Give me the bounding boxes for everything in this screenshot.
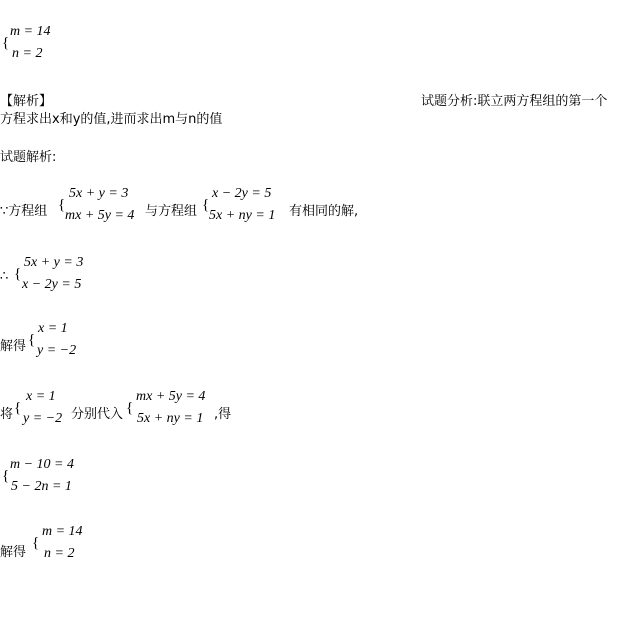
step4-suffix: ,得 <box>214 407 232 422</box>
step1-middle: 与方程组 <box>145 204 198 219</box>
brace-glyph: { <box>202 197 210 213</box>
step2-prefix: ∴ <box>0 269 9 284</box>
analysis-continuation: 方程求出x和y的值,进而求出m与n的值 <box>0 112 223 127</box>
equation-line-1: m = 14 <box>10 24 51 39</box>
equation-line-1: m − 10 = 4 <box>10 457 75 472</box>
equation-line-1: m = 14 <box>42 524 83 539</box>
step1-prefix: ∵方程组 <box>0 204 48 219</box>
step3-system <box>28 321 88 366</box>
step2-system <box>14 255 99 300</box>
equation-line-1: x = 1 <box>38 321 68 336</box>
step4-prefix: 将 <box>0 407 14 422</box>
brace-glyph: { <box>32 535 40 551</box>
equation-line-2: x − 2y = 5 <box>22 277 82 292</box>
step4-system-a <box>14 389 74 434</box>
equation-line-2: y = −2 <box>23 411 63 426</box>
step3-prefix: 解得 <box>0 339 27 354</box>
step1-suffix: 有相同的解, <box>289 204 359 219</box>
equation-line-1: mx + 5y = 4 <box>136 389 206 404</box>
brace-glyph: { <box>2 468 10 484</box>
equation-line-1: 5x + y = 3 <box>69 186 129 201</box>
brace-glyph: { <box>58 197 66 213</box>
brace-glyph: { <box>2 35 10 51</box>
brace-glyph: { <box>126 400 134 416</box>
step6-prefix: 解得 <box>0 545 27 560</box>
equation-line-1: 5x + y = 3 <box>24 255 84 270</box>
top-answer-system <box>2 24 62 69</box>
section-heading: 【解析】 <box>0 94 53 109</box>
equation-line-2: mx + 5y = 4 <box>65 208 135 223</box>
equation-line-2: 5x + ny = 1 <box>209 208 276 223</box>
brace-glyph: { <box>28 332 36 348</box>
step6-system <box>32 524 92 569</box>
step4-system-b <box>126 389 211 434</box>
equation-line-2: 5x + ny = 1 <box>137 411 204 426</box>
solution-label: 试题解析: <box>0 150 57 165</box>
step1-system-a <box>58 186 143 231</box>
equation-line-1: x − 2y = 5 <box>212 186 272 201</box>
equation-line-1: x = 1 <box>26 389 56 404</box>
equation-line-2: 5 − 2n = 1 <box>11 479 72 494</box>
brace-glyph: { <box>14 400 22 416</box>
step5-system <box>2 457 87 502</box>
equation-line-2: n = 2 <box>12 46 43 61</box>
step4-middle: 分别代入 <box>71 407 124 422</box>
analysis-label: 试题分析:联立两方程组的第一个 <box>421 94 608 109</box>
brace-glyph: { <box>14 266 22 282</box>
equation-line-2: n = 2 <box>44 546 75 561</box>
equation-line-2: y = −2 <box>37 343 77 358</box>
step1-system-b <box>202 186 287 231</box>
